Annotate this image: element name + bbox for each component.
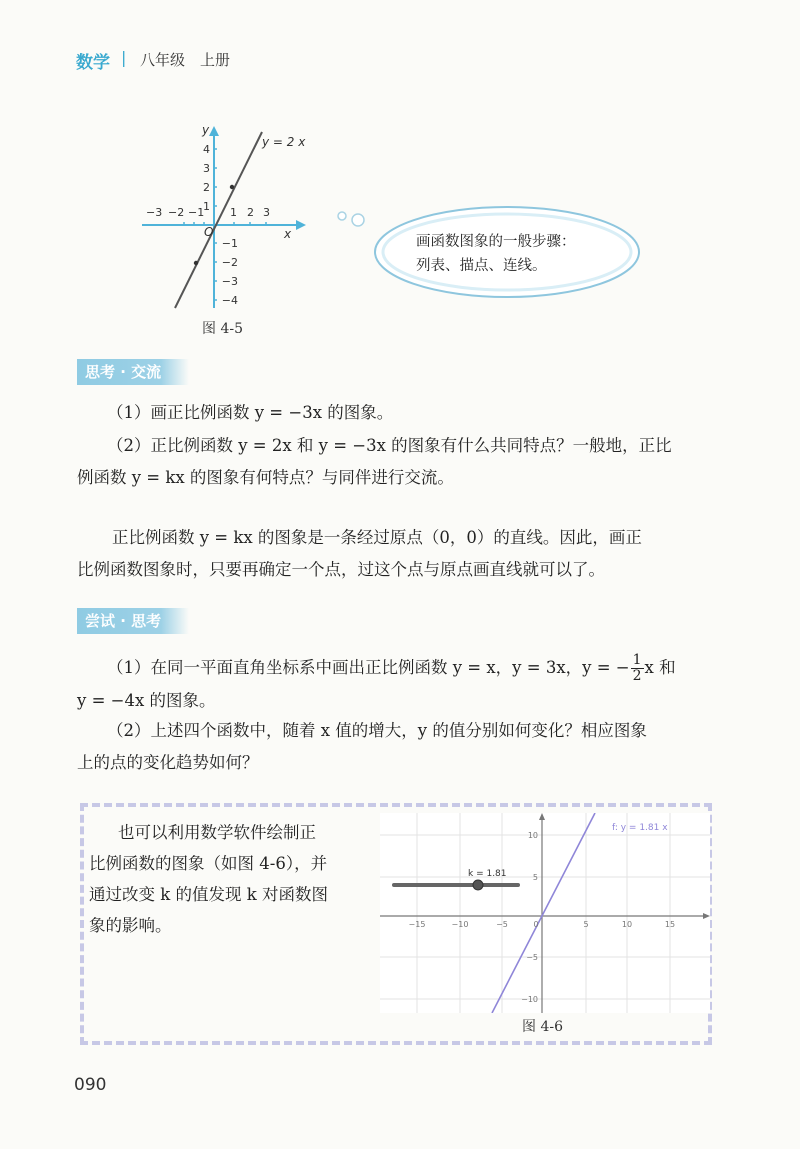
fraction-numerator: 1 [632, 652, 642, 668]
x-tick-label: 10 [621, 920, 633, 929]
x-tick-label: −2 [168, 206, 185, 219]
x-axis-arrow-icon [296, 220, 306, 230]
y-tick-label: 10 [527, 831, 538, 840]
x-tick-label: 5 [583, 920, 589, 929]
x-tick-label: −15 [408, 920, 426, 929]
x-tick-label: −3 [146, 206, 163, 219]
y-tick-label: 5 [532, 873, 538, 882]
header-subject: 数学 [76, 53, 110, 73]
section-title-try-think: 尝试 · 思考 [77, 608, 189, 634]
plot-background [380, 813, 710, 1013]
point [194, 261, 198, 265]
line-y-2x [175, 132, 262, 308]
x-tick-label: 2 [247, 206, 254, 219]
y-tick-label: 2 [203, 181, 210, 194]
try-question-2-line-2: 上的点的变化趋势如何？ [77, 753, 259, 772]
line-label: y = 2 x [262, 135, 306, 149]
cloud-line-1: 画函数图象的一般步骤： [416, 234, 576, 250]
y-tick-label: −2 [221, 256, 238, 269]
try-question-1-line-1 [107, 652, 676, 684]
y-tick-label: −10 [521, 995, 538, 1004]
page-number: 090 [74, 1075, 107, 1095]
x-tick-label: −5 [496, 920, 508, 929]
k-slider-label: k = 1.81 [468, 869, 507, 879]
conclusion-line-1: 正比例函数 y = kx 的图象是一条经过原点（0，0）的直线。因此，画正 [112, 528, 642, 547]
y-tick-label: −4 [221, 294, 238, 307]
box-line-4: 象的影响。 [89, 916, 172, 935]
x-tick-label: 3 [263, 206, 270, 219]
try-question-1-line-2: y = −4x 的图象。 [77, 691, 216, 710]
box-line-1: 也可以利用数学软件绘制正 [118, 823, 316, 842]
x-tick-label: 1 [230, 206, 237, 219]
header-separator: | [121, 48, 127, 67]
y-tick-label: −3 [221, 275, 238, 288]
origin-label: O [204, 225, 214, 239]
x-tick-label: −1 [188, 206, 205, 219]
y-tick-label: −1 [221, 237, 238, 250]
y-axis-arrow-icon [209, 126, 219, 136]
cloud-line-2: 列表、描点、连线。 [416, 258, 547, 274]
question-1: （1）画正比例函数 y = −3x 的图象。 [107, 403, 394, 422]
conclusion-line-2: 比例函数图象时，只要再确定一个点，过这个点与原点画直线就可以了。 [77, 560, 605, 579]
function-label: f: y = 1.81 x [612, 823, 668, 833]
figure-4-6 [380, 813, 710, 1013]
try-question-1-text-end: x 和 [644, 658, 676, 677]
figure-4-5 [130, 118, 330, 318]
x-tick-label: −10 [451, 920, 469, 929]
y-axis-label: y [202, 123, 210, 137]
x-tick-label: 15 [664, 920, 676, 929]
fraction [631, 653, 644, 684]
y-tick-label: 4 [203, 143, 210, 156]
question-2-line-2: 例函数 y = kx 的图象有何特点？与同伴进行交流。 [77, 468, 454, 487]
box-line-3: 通过改变 k 的值发现 k 对函数图 [89, 885, 328, 904]
try-question-2-line-1: （2）上述四个函数中，随着 x 值的增大，y 的值分别如何变化？相应图象 [107, 721, 647, 740]
figure-4-6-caption: 图 4-6 [522, 1019, 563, 1035]
y-tick-label: 1 [203, 200, 210, 213]
fraction-denominator: 2 [632, 668, 642, 684]
x-axis-label: x [284, 227, 292, 241]
header-grade: 八年级 上册 [140, 51, 231, 69]
x-tick-label: 0 [533, 920, 539, 929]
y-tick-label: 3 [203, 162, 210, 175]
figure-4-5-caption: 图 4-5 [202, 321, 243, 337]
point [230, 185, 234, 189]
question-2-line-1: （2）正比例函数 y = 2x 和 y = −3x 的图象有什么共同特点？一般地，正比 [107, 436, 672, 455]
try-question-1-text: （1）在同一平面直角坐标系中画出正比例函数 y = x，y = 3x，y = − [107, 658, 630, 677]
y-tick-label: −5 [526, 953, 538, 962]
k-slider-handle[interactable] [473, 880, 483, 890]
section-title-think-discuss: 思考 · 交流 [77, 359, 189, 385]
box-line-2: 比例函数的图象（如图 4-6），并 [89, 854, 328, 873]
